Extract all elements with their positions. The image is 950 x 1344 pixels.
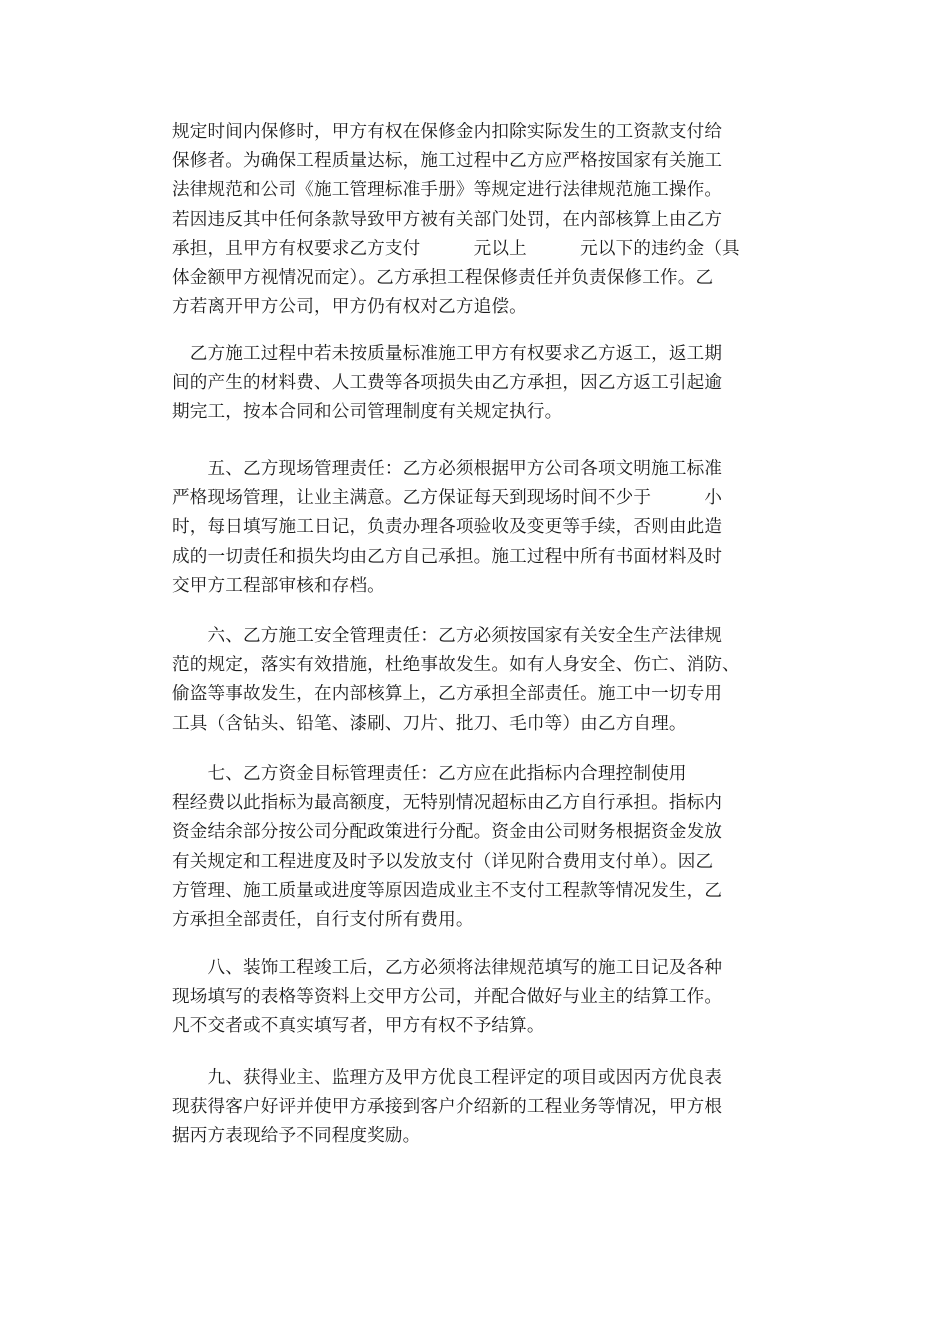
- text-line: 有关规定和工程进度及时予以发放支付（详见附合费用支付单）。因乙: [172, 851, 714, 872]
- paragraph-clause-6-safety: [172, 622, 802, 739]
- paragraph-rework: [172, 340, 802, 428]
- text-line: 法律规范和公司《施工管理标准手册》等规定进行法律规范施工操作。: [172, 180, 723, 201]
- paragraph-warranty-penalty: [172, 118, 802, 322]
- paragraph-clause-5-site-management: [172, 455, 802, 601]
- text-line: 承担，且甲方有权要求乙方支付 元以上 元以下的违约金（具: [172, 238, 740, 259]
- text-line: 九、获得业主、监理方及甲方优良工程评定的项目或因丙方优良表: [172, 1068, 723, 1088]
- text-line: 据丙方表现给予不同程度奖励。: [172, 1126, 421, 1147]
- text-line: 现场填写的表格等资料上交甲方公司，并配合做好与业主的结算工作。: [172, 987, 723, 1008]
- text-line: 程经费以此指标为最高额度，无特别情况超标由乙方自行承担。指标内: [172, 793, 723, 814]
- text-line: 体金额甲方视情况而定）。乙方承担工程保修责任并负责保修工作。乙: [172, 267, 714, 288]
- text-line: 交甲方工程部审核和存档。: [172, 575, 385, 596]
- text-line: 方承担全部责任，自行支付所有费用。: [172, 909, 474, 930]
- text-line: 现获得客户好评并使甲方承接到客户介绍新的工程业务等情况，甲方根: [172, 1097, 723, 1118]
- text-line: 五、乙方现场管理责任：乙方必须根据甲方公司各项文明施工标准: [172, 459, 723, 479]
- text-line: 严格现场管理，让业主满意。乙方保证每天到现场时间不少于 小: [172, 488, 723, 509]
- text-line: 若因违反其中任何条款导致甲方被有关部门处罚，在内部核算上由乙方: [172, 209, 723, 230]
- text-line: 规定时间内保修时，甲方有权在保修金内扣除实际发生的工资款支付给: [172, 122, 723, 142]
- text-line: 方管理、施工质量或进度等原因造成业主不支付工程款等情况发生，乙: [172, 880, 723, 901]
- text-line: 资金结余部分按公司分配政策进行分配。资金由公司财务根据资金发放: [172, 822, 723, 843]
- text-line: 六、乙方施工安全管理责任：乙方必须按国家有关安全生产法律规: [172, 626, 723, 646]
- text-line: 范的规定，落实有效措施，杜绝事故发生。如有人身安全、伤亡、消防、: [172, 655, 740, 676]
- paragraph-clause-9-rewards: [172, 1064, 802, 1152]
- text-line: 期完工，按本合同和公司管理制度有关规定执行。: [172, 402, 563, 423]
- text-line: 工具（含钻头、铅笔、漆刷、刀片、批刀、毛巾等）由乙方自理。: [172, 713, 687, 734]
- text-line: 偷盗等事故发生，在内部核算上，乙方承担全部责任。施工中一切专用: [172, 684, 723, 705]
- text-line: 间的产生的材料费、人工费等各项损失由乙方承担，因乙方返工引起逾: [172, 373, 723, 394]
- paragraph-clause-7-funds: [172, 760, 802, 935]
- text-line: 凡不交者或不真实填写者，甲方有权不予结算。: [172, 1016, 545, 1037]
- text-line: 八、装饰工程竣工后，乙方必须将法律规范填写的施工日记及各种: [172, 958, 723, 978]
- text-line: 方若离开甲方公司，甲方仍有权对乙方追偿。: [172, 297, 527, 318]
- paragraph-clause-8-completion: [172, 954, 802, 1042]
- text-line: 乙方施工过程中若未按质量标准施工甲方有权要求乙方返工，返工期: [172, 344, 723, 364]
- text-line: 时，每日填写施工日记，负责办理各项验收及变更等手续，否则由此造: [172, 517, 723, 538]
- text-line: 七、乙方资金目标管理责任：乙方应在此指标内合理控制使用: [172, 764, 687, 784]
- text-line: 成的一切责任和损失均由乙方自己承担。施工过程中所有书面材料及时: [172, 546, 723, 567]
- text-line: 保修者。为确保工程质量达标，施工过程中乙方应严格按国家有关施工: [172, 151, 723, 172]
